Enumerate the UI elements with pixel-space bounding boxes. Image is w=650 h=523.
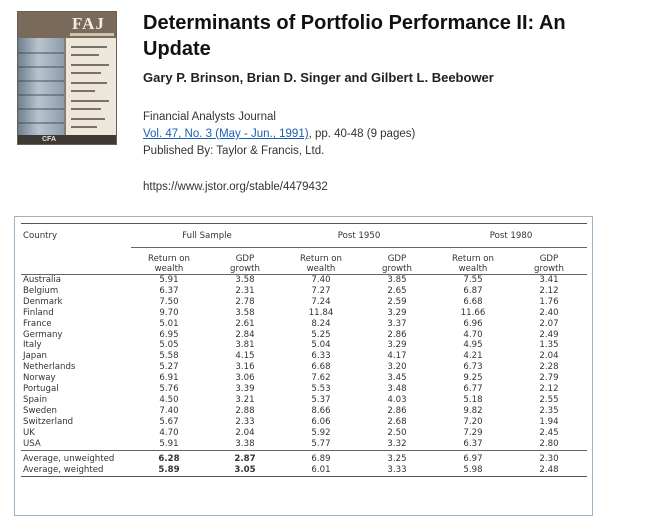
- table-cell: 11.84: [308, 307, 334, 318]
- subheader-line: growth: [534, 263, 564, 274]
- group-header-full-sample: Full Sample: [182, 230, 232, 241]
- publisher-line: Published By: Taylor & Francis, Ltd.: [143, 145, 325, 157]
- table-row: [21, 417, 587, 428]
- table-cell: 5.53: [311, 384, 331, 395]
- table-cell: 3.85: [387, 275, 407, 285]
- table-cell: 6.73: [463, 362, 483, 373]
- table-cell: 3.29: [387, 307, 407, 318]
- table-cell: 3.21: [235, 394, 255, 405]
- table-cell: 9.70: [159, 307, 179, 318]
- table-cell: 6.68: [311, 362, 331, 373]
- table-cell: 7.40: [159, 405, 179, 416]
- table-cell: 2.88: [235, 405, 255, 416]
- subheader-line: Return on: [148, 253, 190, 264]
- cover-logo-underline: [70, 33, 114, 36]
- table-cell: 6.95: [159, 329, 179, 340]
- table-cell: 2.59: [387, 296, 407, 307]
- subheader-post-1980-gdp-growth: [511, 251, 587, 275]
- table-cell: 3.41: [539, 275, 559, 285]
- table-cell: 2.04: [235, 427, 255, 438]
- table-row: [21, 286, 587, 297]
- article-title: Determinants of Portfolio Performance II: An Update: [143, 12, 566, 60]
- table-row: [21, 362, 587, 373]
- table-cell: 6.97: [463, 454, 483, 464]
- table-cell: 5.58: [159, 351, 179, 362]
- table-cell: 5.27: [159, 362, 179, 373]
- table-cell: 2.49: [539, 329, 559, 340]
- table-cell: 7.29: [463, 427, 483, 438]
- row-label: Denmark: [23, 296, 63, 307]
- table-cell: 5.76: [159, 384, 179, 395]
- table-cell: 2.84: [235, 329, 255, 340]
- table-cell: 3.32: [387, 438, 407, 449]
- subheader-line: wealth: [154, 263, 184, 274]
- subheader-line: GDP: [387, 253, 407, 264]
- table-cell: 4.95: [463, 340, 483, 351]
- subheader-line: GDP: [539, 253, 559, 264]
- table-cell: 2.40: [539, 307, 559, 318]
- table-cell: 2.50: [387, 427, 407, 438]
- table-cell: 6.87: [463, 285, 483, 296]
- row-label: Average, weighted: [23, 464, 104, 475]
- table-row: [21, 439, 587, 450]
- row-label: Japan: [23, 351, 47, 362]
- table-row: [21, 319, 587, 330]
- article-authors: Gary P. Brinson, Brian D. Singer and Gilbert L. Beebower: [143, 70, 494, 85]
- table-cell: 5.18: [463, 394, 483, 405]
- table-cell: 1.76: [539, 296, 559, 307]
- table-cell: 2.35: [539, 405, 559, 416]
- table-cell: 2.45: [539, 427, 559, 438]
- table-cell: 7.27: [311, 285, 331, 296]
- row-label: Finland: [23, 307, 54, 318]
- row-label: Belgium: [23, 285, 59, 296]
- average-row: [21, 454, 587, 465]
- row-label: France: [23, 318, 52, 329]
- table-cell: 6.37: [463, 438, 483, 449]
- table-cell: 8.24: [311, 318, 331, 329]
- table-cell: 2.07: [539, 318, 559, 329]
- table-cell: 2.65: [387, 285, 407, 296]
- table-cell: 2.12: [539, 384, 559, 395]
- table-cell: 2.28: [539, 362, 559, 373]
- table-cell: 5.37: [311, 394, 331, 405]
- subheader-line: Return on: [300, 253, 342, 264]
- table-cell: 4.21: [463, 351, 483, 362]
- subheader-post-1950-gdp-growth: [359, 251, 435, 275]
- table-cell: 3.58: [235, 307, 255, 318]
- table-cell: 3.48: [387, 384, 407, 395]
- subheader-line: GDP: [235, 253, 255, 264]
- table-cell: 3.25: [387, 454, 407, 464]
- row-label: Portugal: [23, 384, 59, 395]
- group-header-post-1950: Post 1950: [337, 230, 381, 241]
- table-cell: 2.80: [539, 438, 559, 449]
- table-cell: 4.50: [159, 394, 179, 405]
- table-row: [21, 384, 587, 395]
- table-cell: 6.37: [159, 285, 179, 296]
- table-cell: 7.40: [311, 275, 331, 285]
- table-row: [21, 340, 587, 351]
- table-cell: 7.55: [463, 275, 483, 285]
- table-cell: 5.01: [159, 318, 179, 329]
- table-row: [21, 351, 587, 362]
- subheader-line: growth: [382, 263, 412, 274]
- table-cell: 2.87: [234, 454, 256, 464]
- table-cell: 4.03: [387, 394, 407, 405]
- table-cell: 5.98: [463, 464, 483, 475]
- table-cell: 6.28: [158, 454, 180, 464]
- table-cell: 2.12: [539, 285, 559, 296]
- table-cell: 6.89: [311, 454, 331, 464]
- issue-link[interactable]: Vol. 47, No. 3 (May - Jun., 1991): [143, 128, 309, 140]
- row-label: Sweden: [23, 405, 57, 416]
- average-row: [21, 465, 587, 476]
- table-row: [21, 395, 587, 406]
- data-table-figure: [14, 216, 593, 516]
- subheader-line: growth: [230, 263, 260, 274]
- table-cell: 3.33: [387, 464, 407, 475]
- table-cell: 2.86: [387, 405, 407, 416]
- table-cell: 3.38: [235, 438, 255, 449]
- table-cell: 3.81: [235, 340, 255, 351]
- table-cell: 5.67: [159, 416, 179, 427]
- table-cell: 3.45: [387, 373, 407, 384]
- row-label: Germany: [23, 329, 63, 340]
- table-cell: 6.77: [463, 384, 483, 395]
- cover-footer: [18, 135, 116, 144]
- table-row: [21, 373, 587, 384]
- table-cell: 5.77: [311, 438, 331, 449]
- citation-line: [143, 128, 415, 140]
- table-cell: 5.91: [159, 438, 179, 449]
- table-cell: 9.25: [463, 373, 483, 384]
- journal-name: Financial Analysts Journal: [143, 111, 276, 123]
- table-cell: 7.50: [159, 296, 179, 307]
- table-cell: 5.05: [159, 340, 179, 351]
- table-cell: 2.78: [235, 296, 255, 307]
- table-cell: 3.37: [387, 318, 407, 329]
- table-cell: 4.15: [235, 351, 255, 362]
- table-cell: 4.70: [463, 329, 483, 340]
- subheader-line: wealth: [458, 263, 488, 274]
- subheader-post-1980-return-on-wealth: [435, 251, 511, 275]
- table-cell: 7.24: [311, 296, 331, 307]
- returns-gdp-table: [21, 223, 587, 478]
- table-cell: 7.62: [311, 373, 331, 384]
- table-cell: 2.61: [235, 318, 255, 329]
- journal-cover-image[interactable]: [17, 11, 117, 145]
- row-label: Australia: [23, 275, 62, 285]
- subheader-line: Return on: [452, 253, 494, 264]
- cover-contents-panel: [66, 38, 116, 138]
- row-label: Spain: [23, 394, 48, 405]
- table-cell: 7.20: [463, 416, 483, 427]
- table-cell: 2.48: [539, 464, 559, 475]
- table-cell: 2.31: [235, 285, 255, 296]
- table-cell: 5.91: [159, 275, 179, 285]
- table-cell: 8.66: [311, 405, 331, 416]
- table-cell: 6.33: [311, 351, 331, 362]
- table-cell: 3.39: [235, 384, 255, 395]
- table-cell: 3.58: [235, 275, 255, 285]
- table-cell: 6.06: [311, 416, 331, 427]
- table-cell: 3.05: [234, 464, 256, 475]
- row-label: Italy: [23, 340, 42, 351]
- table-row: [21, 330, 587, 341]
- table-cell: 11.66: [460, 307, 486, 318]
- row-label: Average, unweighted: [23, 454, 115, 464]
- table-row: [21, 406, 587, 417]
- country-column-header: Country: [23, 231, 58, 242]
- table-row: [21, 308, 587, 319]
- table-cell: 6.01: [311, 464, 331, 475]
- table-cell: 3.20: [387, 362, 407, 373]
- table-cell: 5.92: [311, 427, 331, 438]
- table-cell: 9.82: [463, 405, 483, 416]
- subheader-line: wealth: [306, 263, 336, 274]
- stable-url[interactable]: https://www.jstor.org/stable/4479432: [143, 181, 328, 193]
- row-label: Switzerland: [23, 416, 74, 427]
- table-cell: 2.55: [539, 394, 559, 405]
- table-cell: 2.04: [539, 351, 559, 362]
- table-cell: 5.25: [311, 329, 331, 340]
- table-cell: 3.16: [235, 362, 255, 373]
- table-cell: 1.35: [539, 340, 559, 351]
- table-cell: 1.94: [539, 416, 559, 427]
- cover-footer-label: CFA: [42, 136, 56, 143]
- table-cell: 6.91: [159, 373, 179, 384]
- subheader-full-sample-return-on-wealth: [131, 251, 207, 275]
- table-cell: 2.33: [235, 416, 255, 427]
- table-cell: 4.70: [159, 427, 179, 438]
- group-header-post-1980: Post 1980: [489, 230, 533, 241]
- cover-logo: FAJ: [72, 14, 105, 33]
- row-label: Netherlands: [23, 362, 76, 373]
- cover-building-photo: [18, 38, 64, 145]
- subheader-post-1950-return-on-wealth: [283, 251, 359, 275]
- table-cell: 5.89: [158, 464, 180, 475]
- table-cell: 5.04: [311, 340, 331, 351]
- page-range: , pp. 40-48 (9 pages): [308, 128, 416, 140]
- table-cell: 2.79: [539, 373, 559, 384]
- subheader-full-sample-gdp-growth: [207, 251, 283, 275]
- table-cell: 2.86: [387, 329, 407, 340]
- table-cell: 6.96: [463, 318, 483, 329]
- table-row: [21, 275, 587, 286]
- table-cell: 2.68: [387, 416, 407, 427]
- table-cell: 3.06: [235, 373, 255, 384]
- row-label: USA: [23, 438, 41, 449]
- table-row: [21, 297, 587, 308]
- table-cell: 4.17: [387, 351, 407, 362]
- table-cell: 2.30: [539, 454, 559, 464]
- table-cell: 6.68: [463, 296, 483, 307]
- table-row: [21, 428, 587, 439]
- row-label: Norway: [23, 373, 56, 384]
- table-cell: 3.29: [387, 340, 407, 351]
- row-label: UK: [23, 427, 35, 438]
